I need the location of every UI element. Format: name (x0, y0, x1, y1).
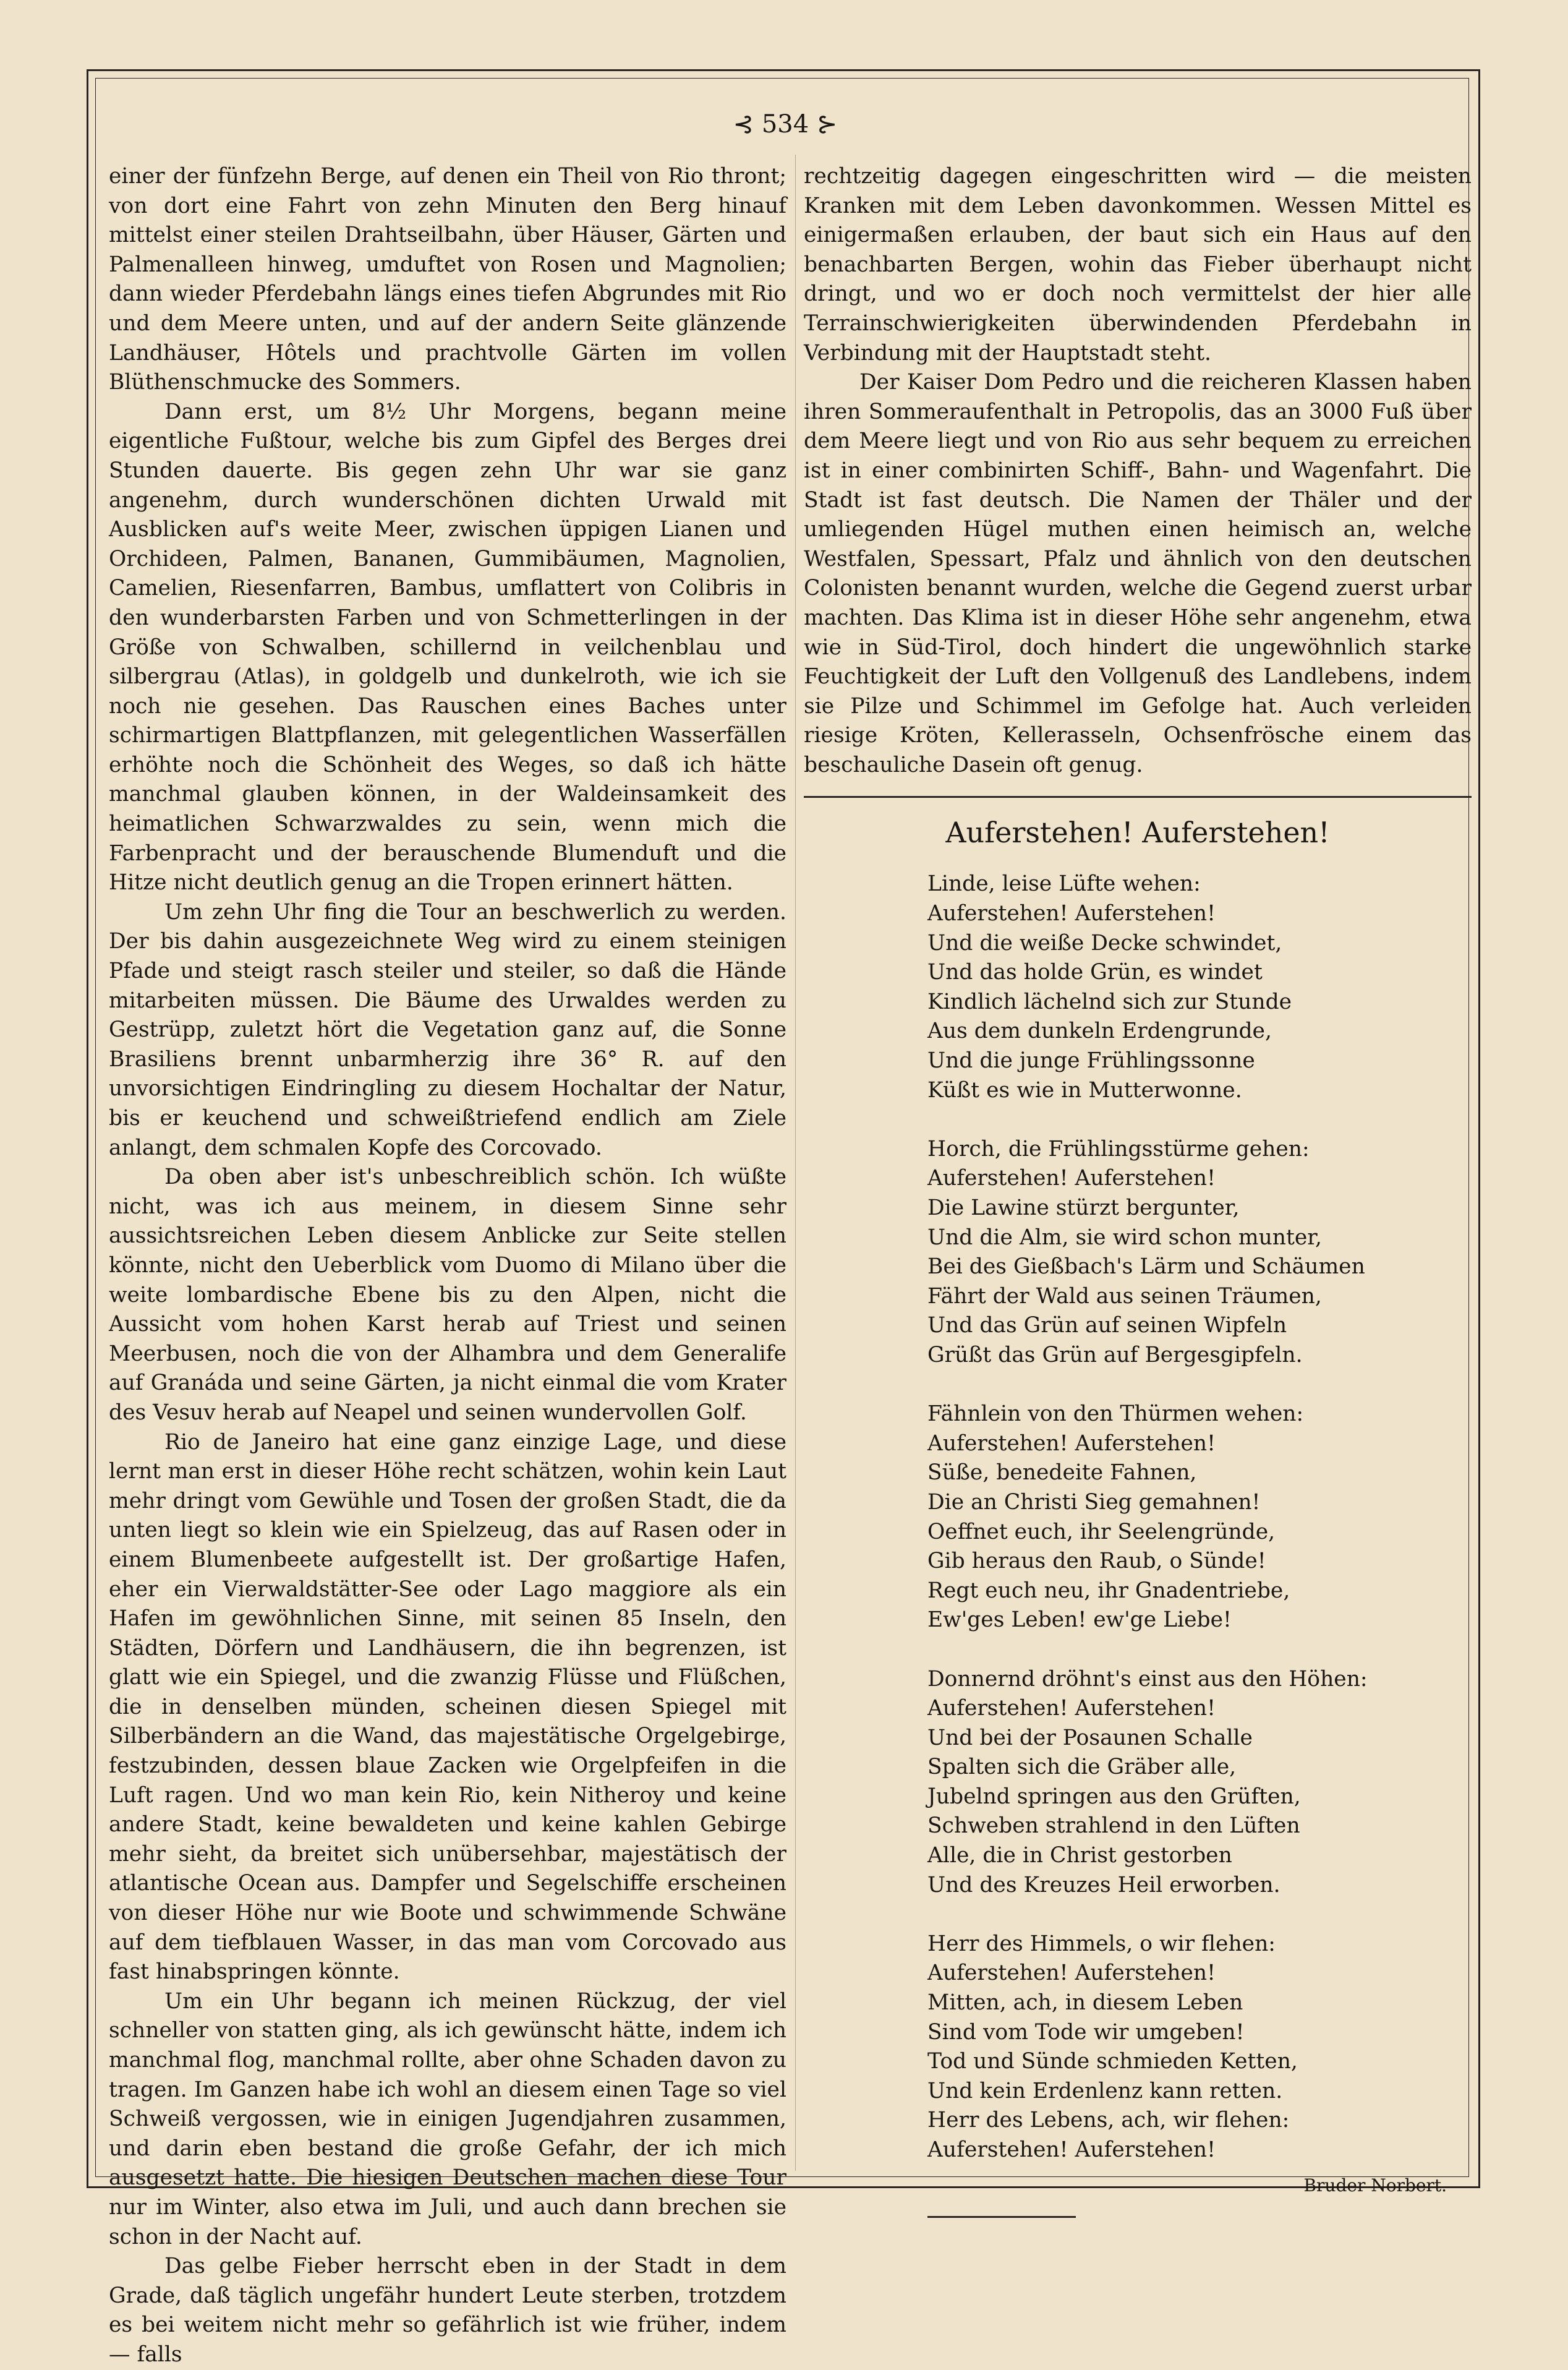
poem-line: Horch, die Frühlingsstürme gehen: (927, 1136, 1310, 1161)
page-number: 534 (761, 110, 809, 139)
poem-line: Die an Christi Sieg gemahnen! (927, 1489, 1261, 1515)
poem (927, 870, 1472, 2165)
poem-line: Tod und Sünde schmieden Ketten, (927, 2049, 1298, 2074)
paragraph: Das gelbe Fieber herrscht eben in der Stadt in dem Grade, daß täglich ungefähr hundert Leute sterben, trotzdem es bei weitem nicht mehr so gefährlich ist wie früher, indem — falls (109, 2254, 786, 2367)
poem-line: Aus dem dunkeln Erdengrunde, (927, 1019, 1272, 1044)
page-number-header (711, 110, 859, 139)
poem-line: Sind vom Tode wir umgeben! (927, 2019, 1245, 2045)
poem-line: Und kein Erdenlenz kann retten. (927, 2078, 1283, 2103)
left-column (109, 162, 786, 2370)
paragraph: Um ein Uhr begann ich meinen Rückzug, der viel schneller von statten ging, als ich gewünscht hätte, indem ich manchmal flog, manchmal rollte, aber ohne Schaden davon zu tragen. Im Ganzen habe ich wohl an diesem einen Tage so viel Schweiß vergossen, wie in einigen Jugendjahren zusammen, und darin eben bestand die große Gefahr, der ich mich ausgesetzt hatte. Die hiesigen Deutschen machen diese Tour nur im Winter, also etwa im Juli, und auch dann brechen sie schon in der Nacht auf. (109, 1988, 786, 2249)
right-column (804, 162, 1472, 2218)
poem-author: Bruder Norbert. (1303, 2175, 1447, 2196)
paragraph: Dann erst, um 8½ Uhr Morgens, begann meine eigentliche Fußtour, welche bis zum Gipfel des Berges drei Stunden dauerte. Bis gegen zehn Uhr war sie ganz angenehm, durch wunderschönen dichten Urwald mit Ausblicken auf's weite Meer, zwischen üppigen Lianen und Orchideen, Palmen, Bananen, Gummibäumen, Magnolien, Camelien, Riesenfarren, Bambus, umflattert von Colibris in den wunderbarsten Farben und von Schmetterlingen in der Größe von Schwalben, schillernd in veilchenblau und silbergrau (Atlas), in goldgelb und dunkelroth, wie ich sie noch nie gesehen. Das Rauschen eines Baches unter schirmartigen Blattpflanzen, mit gelegentlichen Wasserfällen erhöhte noch die Schönheit des Weges, so daß ich hätte manchmal glauben können, in der Waldeinsamkeit des heimatlichen Schwarzwaldes zu sein, wenn mich die Farbenpracht und der berauschende Blumenduft und die Hitze nicht deutlich genug an die Tropen erinnert hätten. (109, 399, 786, 896)
poem-line: Kindlich lächelnd sich zur Stunde (927, 989, 1292, 1014)
poem-line: Und die junge Frühlingssonne (927, 1048, 1255, 1074)
paragraph: Um zehn Uhr fing die Tour an beschwerlich zu werden. Der bis dahin ausgezeichnete Weg wird zu einem steinigen Pfade und steigt rasch steiler und steiler, so daß die Hände mitarbeiten müssen. Die Bäume des Urwaldes werden zu Gestrüpp, zuletzt hört die Vegetation ganz auf, die Sonne Brasiliens brennt unbarmherzig ihre 36° R. auf den unvorsichtigen Eindringling zu diesem Hochaltar der Natur, bis er keuchend und schweißtriefend endlich am Ziele anlangt, dem schmalen Kopfe des Corcovado. (109, 899, 786, 1160)
poem-line: Auferstehen! Auferstehen! (927, 1166, 1216, 1191)
poem-line: Fährt der Wald aus seinen Träumen, (927, 1283, 1322, 1309)
poem-line: Und des Kreuzes Heil erworben. (927, 1872, 1280, 1897)
poem-stanza (927, 1400, 1472, 1635)
poem-line: Und das holde Grün, es windet (927, 960, 1263, 985)
poem-stanza (927, 870, 1472, 1105)
poem-line: Bei des Gießbach's Lärm und Schäumen (927, 1254, 1365, 1280)
poem-line: Linde, leise Lüfte wehen: (927, 871, 1201, 897)
poem-line: Auferstehen! Auferstehen! (927, 1696, 1216, 1721)
ornament-left-icon: ⊰ (733, 110, 754, 139)
poem-line: Küßt es wie in Mutterwonne. (927, 1077, 1242, 1103)
poem-line: Und die weiße Decke schwindet, (927, 930, 1282, 956)
poem-line: Spalten sich die Gräber alle, (927, 1755, 1237, 1780)
poem-line: Auferstehen! Auferstehen! (927, 1961, 1216, 1986)
poem-line: Und das Grün auf seinen Wipfeln (927, 1313, 1287, 1338)
poem-line: Und die Alm, sie wird schon munter, (927, 1225, 1322, 1250)
poem-line: Regt euch neu, ihr Gnadentriebe, (927, 1578, 1290, 1603)
poem-stanza (927, 1930, 1472, 2165)
poem-stanza (927, 1665, 1472, 1901)
poem-title: Auferstehen! Auferstehen! (945, 816, 1330, 850)
poem-line: Gib heraus den Raub, o Sünde! (927, 1549, 1266, 1574)
paragraph: rechtzeitig dagegen eingeschritten wird — die meisten Kranken mit dem Leben davonkommen. Wessen Mittel es einigermaßen erlauben, der baut sich ein Haus auf den benachbarten Bergen, wohin das Fieber überhaupt nicht dringt, und wo er doch noch vermittelst der hier alle Terrainschwierigkeiten überwindenden Pferdebahn in Verbindung mit der Hauptstadt steht. (804, 164, 1472, 366)
paragraph: einer der fünfzehn Berge, auf denen ein Theil von Rio thront; von dort eine Fahrt von zehn Minuten den Berg hinauf mittelst einer steilen Drahtseilbahn, über Häuser, Gärten und Palmenalleen hinweg, umduftet von Rosen und Magnolien; dann wieder Pferdebahn längs eines tiefen Abgrundes mit Rio und dem Meere unten, und auf der andern Seite glänzende Landhäuser, Hôtels und prachtvolle Gärten im vollen Blüthenschmucke des Sommers. (109, 164, 786, 395)
column-separator (795, 155, 796, 2171)
poem-line: Süße, benedeite Fahnen, (927, 1460, 1197, 1486)
section-divider (804, 796, 1472, 798)
paragraph: Rio de Janeiro hat eine ganz einzige Lage, und diese lernt man erst in dieser Höhe recht schätzen, wohin kein Laut mehr dringt vom Gewühle und Tosen der großen Stadt, die da unten liegt so klein wie ein Spielzeug, das auf Rasen oder in einem Blumenbeete aufgestellt ist. Der großartige Hafen, eher ein Vierwaldstätter-See oder Lago maggiore als ein Hafen im gewöhnlichen Sinne, mit seinen 85 Inseln, den Städten, Dörfern und Landhäusern, die ihn begrenzen, ist glatt wie ein Spiegel, und die zwanzig Flüsse und Flüßchen, die in denselben münden, scheinen diesen Spiegel mit Silberbändern an die Wand, das majestätische Orgelgebirge, festzubinden, dessen blaue Zacken wie Orgelpfeifen in die Luft ragen. Und wo man kein Rio, kein Nitheroy und keine andere Stadt, keine bewaldeten und keine kahlen Gebirge mehr sieht, da breitet sich unübersehbar, majestätisch der atlantische Ocean aus. Dampfer und Segelschiffe erscheinen von dieser Höhe nur wie Boote und schwimmende Schwäne auf dem tiefblauen Wasser, in das man vom Corcovado aus fast hinabspringen könnte. (109, 1429, 786, 1985)
ornament-right-icon: ⊱ (816, 110, 838, 139)
poem-line: Fähnlein von den Thürmen wehen: (927, 1401, 1304, 1427)
poem-line: Ew'ges Leben! ew'ge Liebe! (927, 1607, 1232, 1633)
poem-line: Auferstehen! Auferstehen! (927, 2137, 1216, 2162)
end-rule (927, 2216, 1076, 2218)
poem-line: Alle, die in Christ gestorben (927, 1843, 1232, 1868)
poem-line: Donnernd dröhnt's einst aus den Höhen: (927, 1666, 1368, 1692)
poem-line: Herr des Himmels, o wir flehen: (927, 1931, 1276, 1956)
paragraph: Da oben aber ist's unbeschreiblich schön. Ich wüßte nicht, was ich aus meinem, in diesem Sinne sehr aussichtsreichen Leben diesem Anblicke zur Seite stellen könnte, nicht den Ueberblick vom Duomo di Milano über die weite lombardische Ebene bis zu den Alpen, nicht die Aussicht vom hohen Karst herab auf Triest und seinen Meerbusen, noch die von der Alhambra und dem Generalife auf Granáda und seine Gärten, ja nicht einmal die vom Krater des Vesuv herab auf Neapel und seinen wundervollen Golf. (109, 1165, 786, 1425)
poem-line: Die Lawine stürzt bergunter, (927, 1196, 1240, 1220)
poem-line: Mitten, ach, in diesem Leben (927, 1990, 1243, 2016)
poem-line: Schweben strahlend in den Lüften (927, 1813, 1300, 1839)
poem-line: Jubelnd springen aus den Grüften, (927, 1784, 1301, 1809)
poem-line: Herr des Lebens, ach, wir flehen: (927, 2108, 1290, 2133)
poem-line: Auferstehen! Auferstehen! (927, 901, 1216, 926)
poem-stanza (927, 1135, 1472, 1371)
paragraph: Der Kaiser Dom Pedro und die reicheren Klassen haben ihren Sommeraufenthalt in Petropolis, das an 3000 Fuß über dem Meere liegt und von Rio aus sehr bequem zu erreichen ist in einer combinirten Schiff-, Bahn- und Wagenfahrt. Die Stadt ist fast deutsch. Die Namen der Thäler und der umliegenden Hügel muthen einen heimisch an, welche Westfalen, Spessart, Pfalz und ähnlich von den deutschen Colonisten benannt wurden, welche die Gegend zuerst urbar machten. Das Klima ist in dieser Höhe sehr angenehm, etwa wie in Süd-Tirol, doch hindert die ungewöhnlich starke Feuchtigkeit der Luft den Vollgenuß des Landlebens, indem sie Pilze und Schimmel im Gefolge hat. Auch verleiden riesige Kröten, Kellerasseln, Ochsenfrösche einem das beschauliche Dasein oft genug. (804, 370, 1472, 777)
poem-line: Und bei der Posaunen Schalle (927, 1725, 1253, 1750)
right-column-text (804, 162, 1472, 780)
poem-line: Oeffnet euch, ihr Seelengründe, (927, 1519, 1276, 1544)
poem-line: Grüßt das Grün auf Bergesgipfeln. (927, 1342, 1303, 1367)
poem-line: Auferstehen! Auferstehen! (927, 1431, 1216, 1456)
